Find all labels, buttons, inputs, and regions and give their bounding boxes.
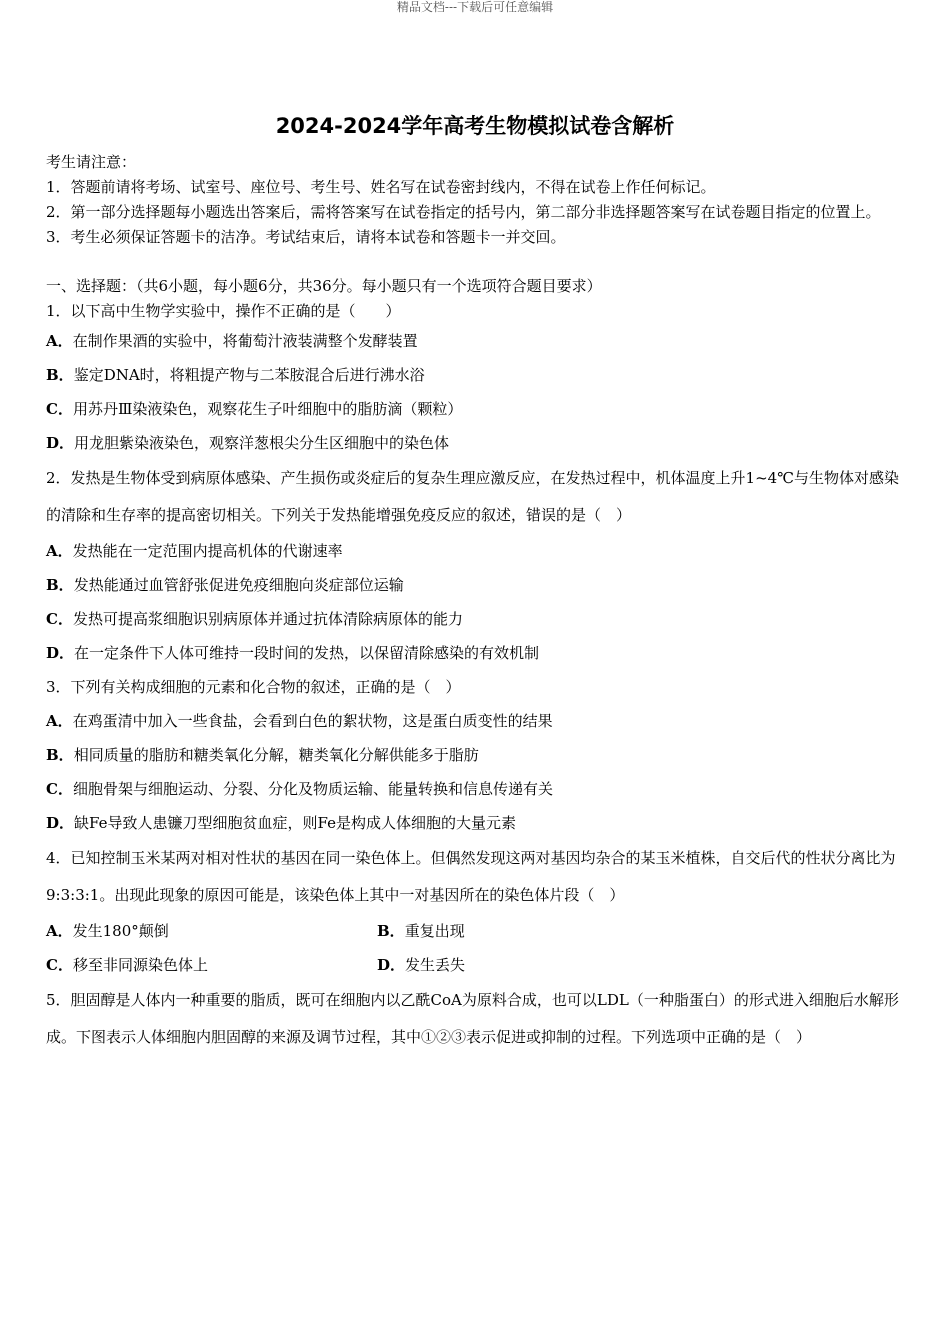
option-text: 发生丢失 [405,956,466,974]
question-3-option-d [46,806,906,840]
option-label: A． [46,332,73,350]
question-2-option-d [46,636,906,670]
option-text: 发热能通过血管舒张促进免疫细胞向炎症部位运输 [73,576,404,594]
question-4-option-a [46,914,377,948]
question-2-stem: 2．发热是生物体受到病原体感染、产生损伤或炎症后的复杂生理应激反应，在发热过程中，机体温度上升1~4℃与生物体对感染的清除和生存率的提高密切相关。下列关于发热能增强免疫反应的叙述，错误的是（ ） [46,469,899,524]
page-title: 2024-2024学年高考生物模拟试卷含解析 [275,114,675,138]
question-4-options-row-2 [46,948,906,982]
option-label: C． [46,400,73,418]
option-text: 移至非同源染色体上 [72,956,208,974]
question-3-option-c [46,772,906,806]
question-4-option-c [46,948,377,982]
question-4-option-b [377,914,708,948]
notice-item: 1．答题前请将考场、试室号、座位号、考生号、姓名写在试卷密封线内，不得在试卷上作任何标记。 [46,178,716,196]
question-1-stem: 1．以下高中生物学实验中，操作不正确的是（ ） [46,302,401,320]
notice-item: 3．考生必须保证答题卡的洁净。考试结束后，请将本试卷和答题卡一并交回。 [46,228,566,246]
question-2-option-b [46,568,906,602]
option-text: 相同质量的脂肪和糖类氧化分解，糖类氧化分解供能多于脂肪 [73,746,479,764]
option-text: 用苏丹Ⅲ染液染色，观察花生子叶细胞中的脂肪滴（颗粒） [72,400,463,418]
question-3-option-a [46,704,906,738]
option-text: 重复出现 [404,922,465,940]
question-1-option-c [46,392,906,426]
option-label: D． [377,956,406,974]
option-text: 缺Fe导致人患镰刀型细胞贫血症，则Fe是构成人体细胞的大量元素 [74,814,516,832]
notice-item: 2．第一部分选择题每小题选出答案后，需将答案写在试卷指定的括号内，第二部分非选择题答案写在试卷题目指定的位置上。 [46,203,881,221]
option-text: 发热能在一定范围内提高机体的代谢速率 [72,542,343,560]
option-text: 在制作果酒的实验中，将葡萄汁液装满整个发酵装置 [72,332,418,350]
option-label: D． [46,814,75,832]
option-text: 鉴定DNA时，将粗提产物与二苯胺混合后进行沸水浴 [73,366,425,384]
question-2-option-c [46,602,906,636]
question-4-stem: 4．已知控制玉米某两对相对性状的基因在同一染色体上。但偶然发现这两对基因均杂合的某玉米植株，自交后代的性状分离比为9:3:3:1。出现此现象的原因可能是，该染色体上其中一对基因所在的染色体片段（ ） [46,849,896,904]
option-label: C． [46,610,73,628]
option-text: 发热可提高浆细胞识别病原体并通过抗体清除病原体的能力 [72,610,463,628]
question-5-stem: 5．胆固醇是人体内一种重要的脂质，既可在细胞内以乙酰CoA为原料合成，也可以LDL（一种脂蛋白）的形式进入细胞后水解形成。下图表示人体细胞内胆固醇的来源及调节过程，其中①②③表示促进或抑制的过程。下列选项中正确的是（ ） [46,991,899,1046]
option-text: 用龙胆紫染液染色，观察洋葱根尖分生区细胞中的染色体 [74,434,450,452]
question-3-option-b [46,738,906,772]
section-heading: 一、选择题：（共6小题，每小题6分，共36分。每小题只有一个选项符合题目要求） [46,277,602,295]
option-label: D． [46,434,75,452]
document-body [46,150,906,1056]
option-label: B． [377,922,405,940]
option-label: D． [46,644,75,662]
question-1-option-a [46,324,906,358]
question-4-options-row-1 [46,914,906,948]
header-note: 精品文档---下载后可任意编辑 [396,0,554,14]
option-text: 在鸡蛋清中加入一些食盐，会看到白色的絮状物，这是蛋白质变性的结果 [72,712,553,730]
option-label: B． [46,576,74,594]
question-2-option-a [46,534,906,568]
option-label: B． [46,366,74,384]
option-label: A． [46,922,73,940]
option-text: 发生180°颠倒 [72,922,169,940]
option-text: 细胞骨架与细胞运动、分裂、分化及物质运输、能量转换和信息传递有关 [72,780,553,798]
notice-block [46,150,906,250]
option-label: C． [46,780,73,798]
option-label: A． [46,712,73,730]
option-label: A． [46,542,73,560]
question-1-option-b [46,358,906,392]
option-label: C． [46,956,73,974]
question-3-stem: 3．下列有关构成细胞的元素和化合物的叙述，正确的是（ ） [46,678,461,696]
option-label: B． [46,746,74,764]
question-1-option-d [46,426,906,460]
notice-heading: 考生请注意： [46,153,137,171]
question-4-option-d [377,948,708,982]
option-text: 在一定条件下人体可维持一段时间的发热，以保留清除感染的有效机制 [74,644,540,662]
